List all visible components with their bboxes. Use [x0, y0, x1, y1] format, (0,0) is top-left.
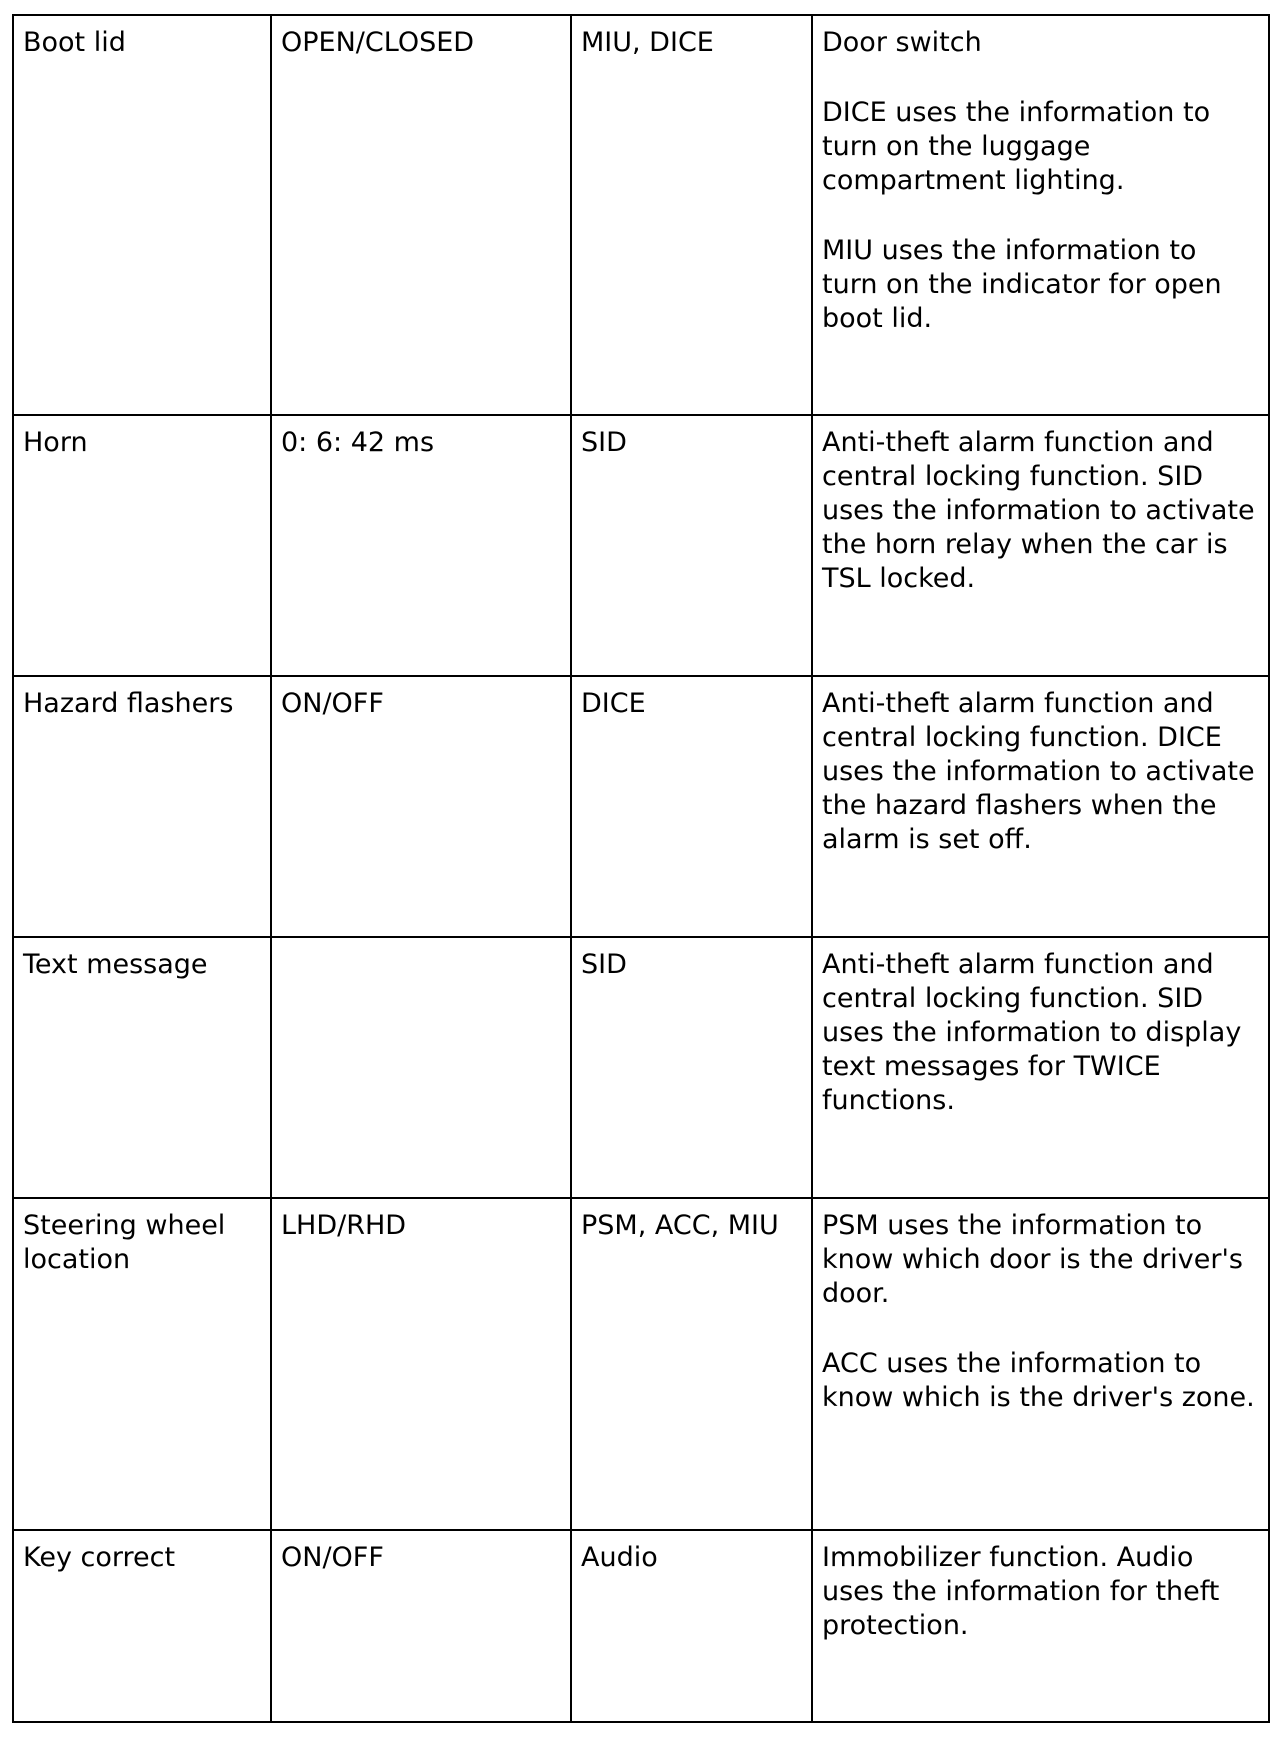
receivers-cell: MIU, DICE — [571, 15, 812, 415]
description-cell — [812, 1198, 1269, 1530]
receivers-cell: DICE — [571, 676, 812, 937]
signal-name-cell: Boot lid — [13, 15, 271, 415]
description-paragraph: Anti-theft alarm function and central locking function. SID uses the information to activate the horn relay when the car is TSL locked. — [822, 427, 1255, 594]
receivers-cell: SID — [571, 937, 812, 1198]
signal-value-cell: ON/OFF — [271, 676, 571, 937]
receivers-cell: SID — [571, 415, 812, 676]
signal-name-cell: Hazard flashers — [13, 676, 271, 937]
signal-value-cell: ON/OFF — [271, 1530, 571, 1722]
description-paragraph: Anti-theft alarm function and central locking function. DICE uses the information to activate the hazard flashers when the alarm is set off. — [822, 688, 1255, 855]
table-row — [13, 676, 1269, 937]
table-row — [13, 937, 1269, 1198]
description-paragraph: ACC uses the information to know which is the driver's zone. — [822, 1348, 1255, 1413]
receivers-cell: PSM, ACC, MIU — [571, 1198, 812, 1530]
signal-name-cell: Horn — [13, 415, 271, 676]
table-row — [13, 1530, 1269, 1722]
description-cell — [812, 676, 1269, 937]
table-row — [13, 1198, 1269, 1530]
signal-name-cell: Steering wheel location — [13, 1198, 271, 1530]
description-cell — [812, 1530, 1269, 1722]
description-paragraph: Door switch — [822, 27, 982, 58]
description-paragraph: PSM uses the information to know which door is the driver's door. — [822, 1210, 1243, 1309]
signal-table — [12, 14, 1270, 1723]
signal-name-cell: Text message — [13, 937, 271, 1198]
signal-value-cell: OPEN/CLOSED — [271, 15, 571, 415]
signal-name-cell: Key correct — [13, 1530, 271, 1722]
signal-value-cell: LHD/RHD — [271, 1198, 571, 1530]
table-row — [13, 15, 1269, 415]
description-cell — [812, 415, 1269, 676]
receivers-cell: Audio — [571, 1530, 812, 1722]
description-cell — [812, 15, 1269, 415]
description-cell — [812, 937, 1269, 1198]
description-paragraph: Immobilizer function. Audio uses the information for theft protection. — [822, 1542, 1220, 1641]
description-paragraph: Anti-theft alarm function and central locking function. SID uses the information to display text messages for TWICE functions. — [822, 949, 1242, 1116]
description-paragraph: DICE uses the information to turn on the luggage compartment lighting. — [822, 97, 1211, 196]
signal-value-cell — [271, 937, 571, 1198]
signal-value-cell: 0: 6: 42 ms — [271, 415, 571, 676]
table-row — [13, 415, 1269, 676]
description-paragraph: MIU uses the information to turn on the indicator for open boot lid. — [822, 235, 1222, 334]
